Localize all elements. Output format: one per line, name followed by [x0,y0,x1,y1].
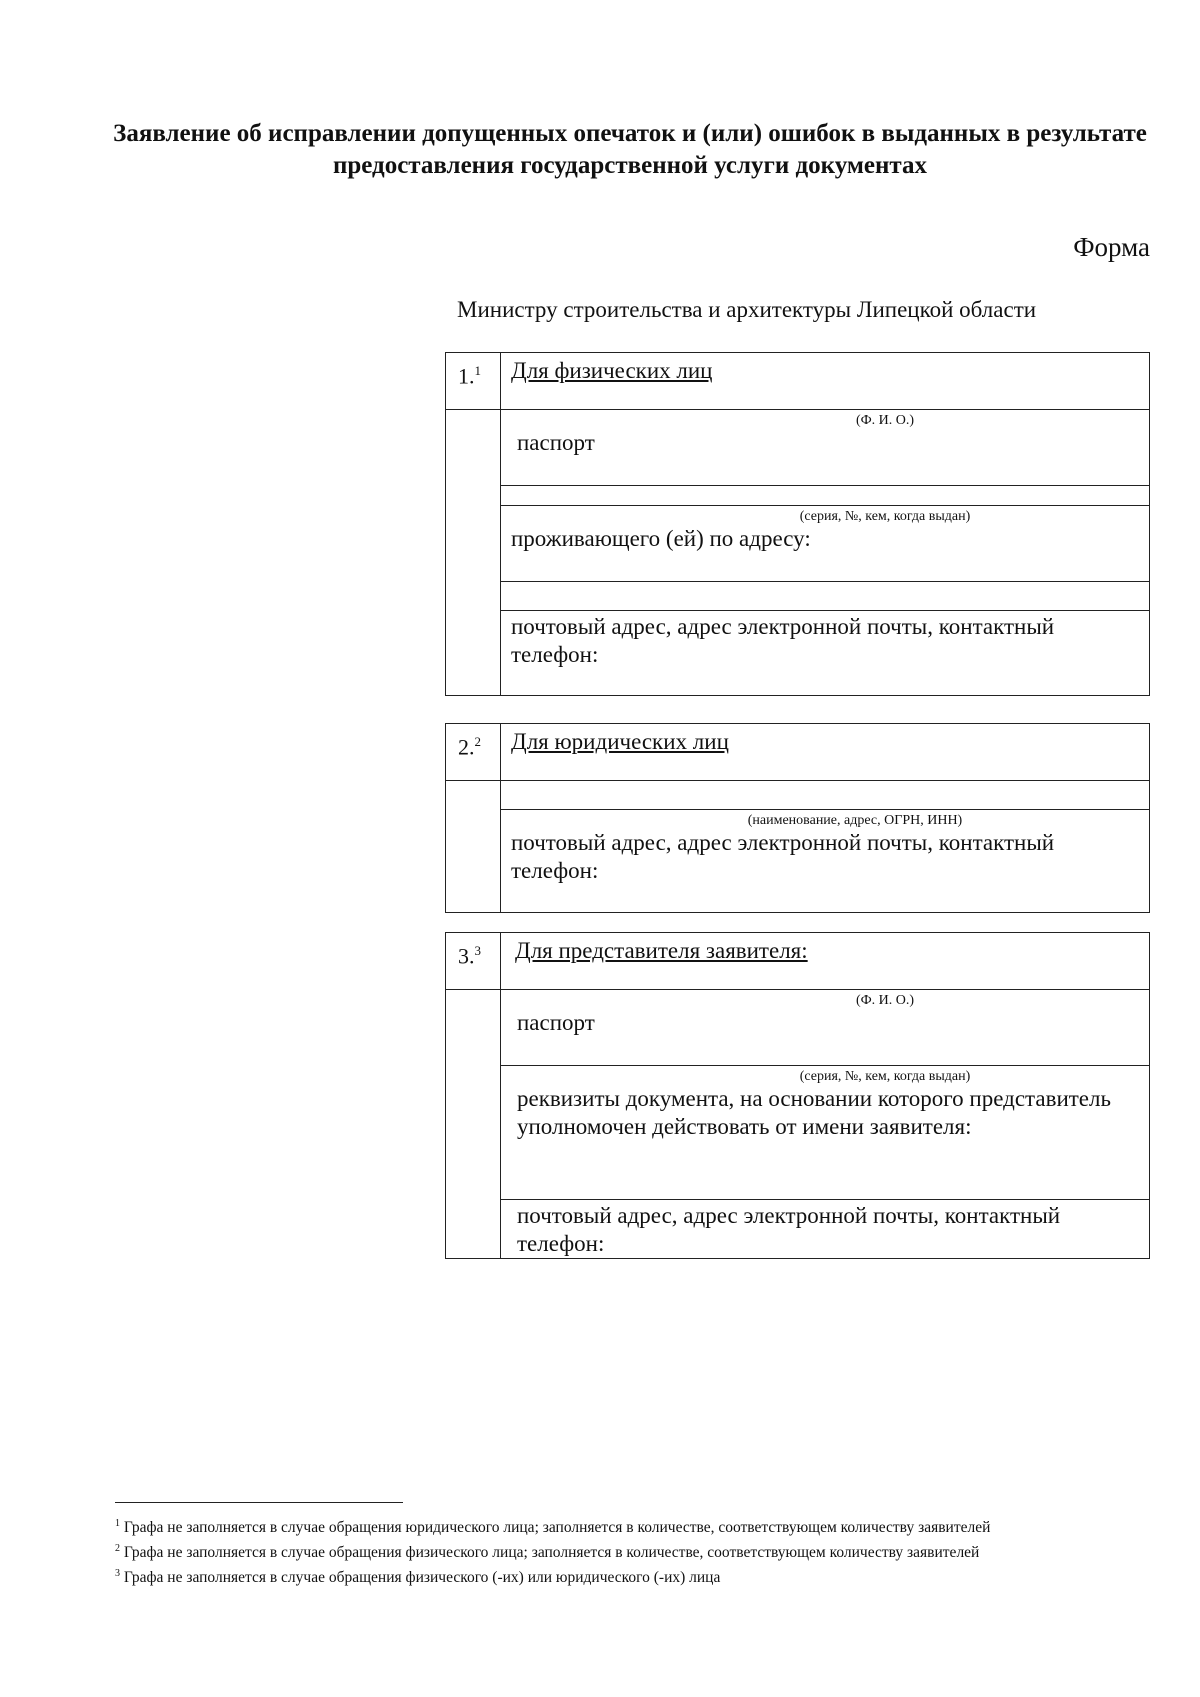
footnote-2: $^2$ Графа не заполняется в случае обращения физического лица; заполняется в количестве, соответствующем количеству заявителей [115,1543,980,1562]
footnote-1: $^1$ Графа не заполняется в случае обращения юридического лица; заполняется в количестве, соответствующем количеству заявителей [115,1518,991,1537]
passport-details-field[interactable] [501,506,1150,582]
org-hint: (наименование, адрес, ОГРН, ИНН) [747,813,963,828]
passport-hint: (серия, №, кем, когда выдан) [799,509,971,524]
section-header: Для физических лиц [501,353,1150,410]
section-number: 3.$^3$ [446,933,501,990]
contact-field[interactable] [501,1200,1150,1259]
section-number-blank [446,990,501,1259]
document-title: Заявление об исправлении допущенных опечаток и (или) ошибок в выданных в результате предоставления государственной услуги документах [113,120,1147,179]
contact-label: почтовый адрес, адрес электронной почты, контактный телефон: [511,830,1055,883]
fio-field[interactable] [501,990,1150,1066]
passport-label: паспорт [517,1010,595,1035]
section-number-blank [446,781,501,913]
section-number-blank [446,410,501,696]
section-number: 1.$^1$ [446,353,501,410]
section-header: Для представителя заявителя: [501,933,1150,990]
passport-field[interactable] [501,486,1150,506]
fio-field[interactable] [501,410,1150,486]
footnote-separator [115,1502,403,1503]
fio-hint: (Ф. И. О.) [855,993,915,1008]
passport-details-field[interactable] [501,1066,1150,1200]
passport-hint: (серия, №, кем, когда выдан) [799,1069,971,1084]
section-individuals [445,352,1150,696]
section-number: 2.$^2$ [446,724,501,781]
fio-hint: (Ф. И. О.) [855,413,915,428]
address-field[interactable] [501,582,1150,611]
form-label: Форма [1073,232,1150,262]
doc-label: реквизиты документа, на основании которого представитель уполномочен действовать от имени заявителя: [517,1086,1111,1139]
section-header: Для юридических лиц [501,724,1150,781]
section-legal-entities [445,723,1150,913]
footnote-3: $^3$ Графа не заполняется в случае обращения физического (-их) или юридического (-их) лица [115,1568,721,1587]
passport-label: паспорт [517,430,595,455]
org-field[interactable] [501,781,1150,810]
contact-label: почтовый адрес, адрес электронной почты, контактный телефон: [517,1203,1061,1256]
address-label: проживающего (ей) по адресу: [511,526,811,551]
section-representative [445,932,1150,1259]
contact-label: почтовый адрес, адрес электронной почты, контактный телефон: [511,614,1055,667]
contact-field[interactable] [501,611,1150,696]
addressee: Министру строительства и архитектуры Липецкой области [457,297,1037,322]
contact-field[interactable] [501,810,1150,913]
